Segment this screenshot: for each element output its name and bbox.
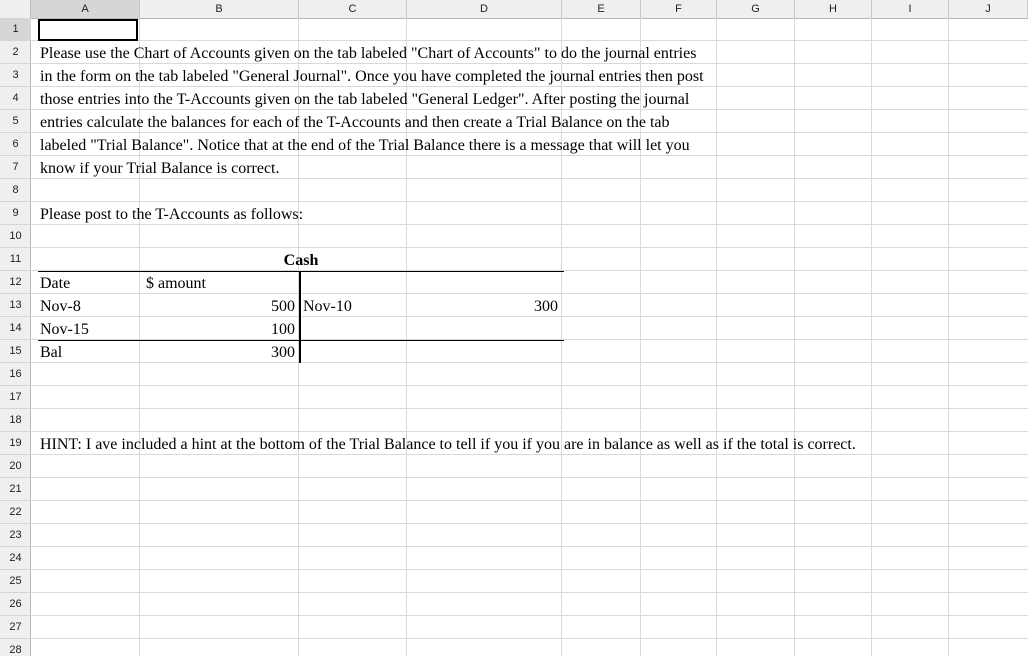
row-header-25[interactable]: 25 — [0, 570, 31, 593]
credit-amount-1: 300 — [534, 298, 558, 315]
row-header-15[interactable]: 15 — [0, 340, 31, 363]
instruction-line-4: entries calculate the balances for each of the T-Accounts and then create a Trial Balance on the tab — [40, 114, 670, 131]
row-header-5[interactable]: 5 — [0, 110, 31, 133]
t-account-center-rule — [299, 271, 301, 363]
column-header-f[interactable]: F — [641, 0, 717, 18]
t-account-top-rule — [38, 271, 564, 272]
t-account-header-date: Date — [40, 275, 71, 292]
row-header-16[interactable]: 16 — [0, 363, 31, 386]
column-header-a[interactable]: A — [31, 0, 140, 18]
instruction-line-6: know if your Trial Balance is correct. — [40, 160, 280, 177]
row-header-26[interactable]: 26 — [0, 593, 31, 616]
debit-amount-2: 100 — [271, 321, 295, 338]
active-cell-a1[interactable] — [38, 19, 138, 41]
column-header-i[interactable]: I — [872, 0, 949, 18]
instruction-line-1: Please use the Chart of Accounts given on the tab labeled "Chart of Accounts" to do the journal entries — [40, 45, 697, 62]
instruction-line-2: in the form on the tab labeled "General Journal". Once you have completed the journal entries then post — [40, 68, 704, 85]
row-header-4[interactable]: 4 — [0, 87, 31, 110]
row-header-12[interactable]: 12 — [0, 271, 31, 294]
row-header-20[interactable]: 20 — [0, 455, 31, 478]
t-account-balance-rule — [38, 340, 564, 341]
column-header-e[interactable]: E — [562, 0, 641, 18]
row-header-1[interactable]: 1 — [0, 18, 31, 41]
row-header-24[interactable]: 24 — [0, 547, 31, 570]
post-instruction: Please post to the T-Accounts as follows: — [40, 206, 304, 223]
row-header-14[interactable]: 14 — [0, 317, 31, 340]
row-header-11[interactable]: 11 — [0, 248, 31, 271]
row-header-28[interactable]: 28 — [0, 639, 31, 656]
column-header-c[interactable]: C — [299, 0, 407, 18]
row-header-17[interactable]: 17 — [0, 386, 31, 409]
column-header-d[interactable]: D — [407, 0, 562, 18]
credit-date-1: Nov-10 — [303, 298, 352, 315]
column-header-h[interactable]: H — [795, 0, 872, 18]
row-header-7[interactable]: 7 — [0, 156, 31, 179]
row-header-22[interactable]: 22 — [0, 501, 31, 524]
row-header-19[interactable]: 19 — [0, 432, 31, 455]
row-header-9[interactable]: 9 — [0, 202, 31, 225]
column-header-j[interactable]: J — [949, 0, 1028, 18]
row-header-23[interactable]: 23 — [0, 524, 31, 547]
balance-amount: 300 — [271, 344, 295, 361]
row-header-21[interactable]: 21 — [0, 478, 31, 501]
column-header-g[interactable]: G — [717, 0, 795, 18]
row-header-13[interactable]: 13 — [0, 294, 31, 317]
row-header-18[interactable]: 18 — [0, 409, 31, 432]
balance-label: Bal — [40, 344, 63, 361]
row-header-27[interactable]: 27 — [0, 616, 31, 639]
t-account-title: Cash — [283, 252, 319, 269]
row-header-8[interactable]: 8 — [0, 179, 31, 202]
row-header-10[interactable]: 10 — [0, 225, 31, 248]
select-all-corner[interactable] — [0, 0, 31, 18]
debit-date-1: Nov-8 — [40, 298, 81, 315]
debit-amount-1: 500 — [271, 298, 295, 315]
instruction-line-3: those entries into the T-Accounts given on the tab labeled "General Ledger". After posting the journal — [40, 91, 690, 108]
t-account-header-amount: $ amount — [146, 275, 206, 292]
row-header-2[interactable]: 2 — [0, 41, 31, 64]
row-header-3[interactable]: 3 — [0, 64, 31, 87]
instruction-line-5: labeled "Trial Balance". Notice that at the end of the Trial Balance there is a message that will let you — [40, 137, 690, 154]
row-header-6[interactable]: 6 — [0, 133, 31, 156]
hint-text: HINT: I ave included a hint at the bottom of the Trial Balance to tell if you if you are in balance as well as if the total is correct. — [40, 436, 856, 453]
column-header-b[interactable]: B — [140, 0, 299, 18]
debit-date-2: Nov-15 — [40, 321, 89, 338]
